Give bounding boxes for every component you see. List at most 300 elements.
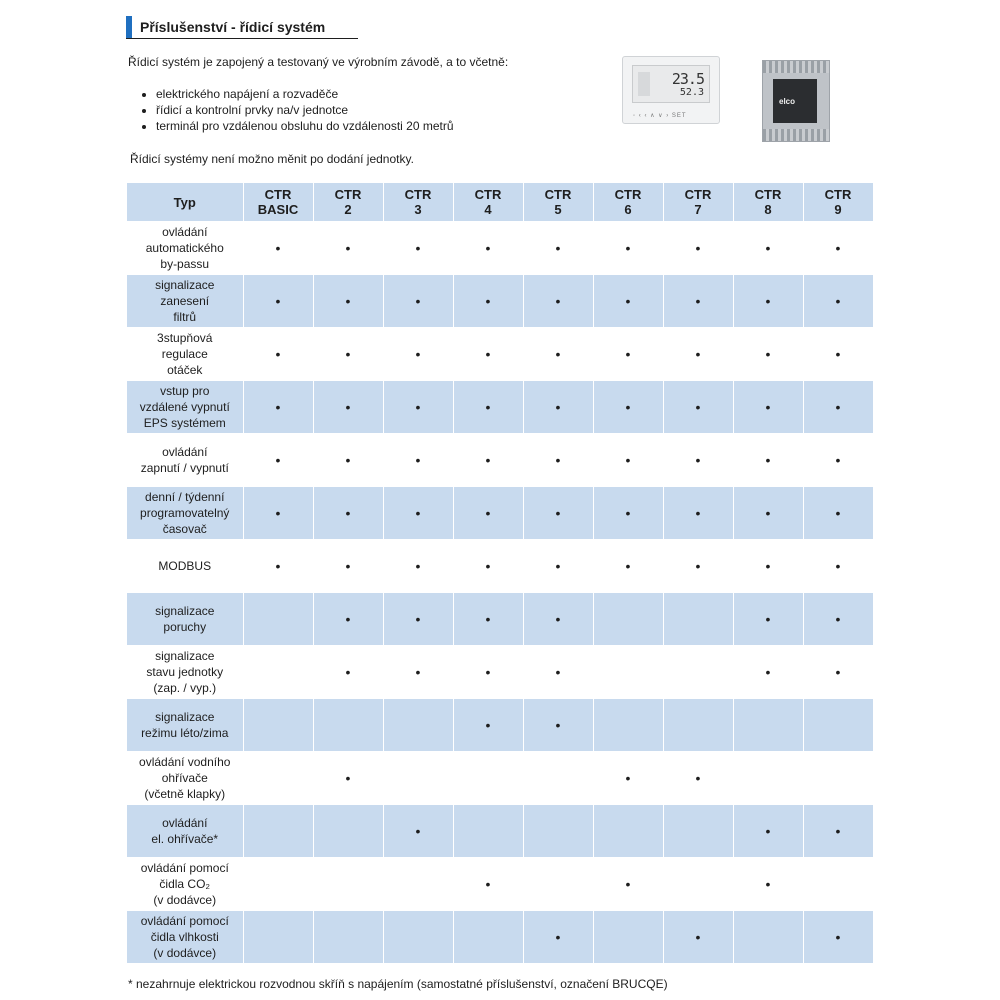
feature-cell: [733, 275, 803, 328]
feature-cell: [383, 646, 453, 699]
feature-label-line: denní / týdenní: [145, 490, 225, 504]
feature-cell: [593, 593, 663, 646]
feature-cell: [663, 593, 733, 646]
included-dot-icon: •: [275, 558, 281, 574]
feature-cell: [313, 699, 383, 752]
feature-cell: [523, 593, 593, 646]
included-dot-icon: •: [625, 876, 631, 892]
column-header-6: [593, 183, 663, 222]
feature-cell: [593, 540, 663, 593]
included-dot-icon: •: [275, 346, 281, 362]
column-header-line: 7: [694, 202, 702, 217]
included-dot-icon: •: [555, 293, 561, 309]
feature-label: [127, 646, 243, 699]
controller-terminals-top: [763, 61, 829, 73]
feature-cell: [313, 646, 383, 699]
included-dot-icon: •: [835, 505, 841, 521]
included-dot-icon: •: [415, 399, 421, 415]
feature-label-line: režimu léto/zima: [141, 726, 229, 740]
column-header-8: [733, 183, 803, 222]
included-dot-icon: •: [345, 399, 351, 415]
column-header-4: [453, 183, 523, 222]
included-dot-icon: •: [625, 770, 631, 786]
table-row: [127, 222, 873, 275]
controller-device-image: [762, 60, 830, 142]
type-column-header: Typ: [127, 183, 243, 222]
feature-cell: [383, 434, 453, 487]
feature-label-line: (včetně klapky): [144, 787, 226, 801]
included-dot-icon: •: [765, 505, 771, 521]
included-dot-icon: •: [415, 664, 421, 680]
feature-label: [127, 752, 243, 805]
feature-label-line: stavu jednotky: [146, 665, 224, 679]
included-dot-icon: •: [415, 293, 421, 309]
column-header-line: CTR: [614, 187, 642, 202]
feature-cell: [593, 328, 663, 381]
feature-cell: [523, 434, 593, 487]
feature-cell: [663, 381, 733, 434]
control-systems-table: [127, 183, 874, 964]
column-header-3: [383, 183, 453, 222]
included-dot-icon: •: [695, 399, 701, 415]
feature-cell: [243, 858, 313, 911]
feature-cell: [313, 275, 383, 328]
feature-cell: [313, 540, 383, 593]
included-dot-icon: •: [835, 452, 841, 468]
feature-label-line: by-passu: [160, 257, 210, 271]
included-dot-icon: •: [415, 558, 421, 574]
included-dot-icon: •: [835, 346, 841, 362]
included-dot-icon: •: [765, 399, 771, 415]
feature-cell: [383, 699, 453, 752]
feature-label: [127, 540, 243, 593]
included-dot-icon: •: [625, 346, 631, 362]
feature-label-line: ovládání vodního: [139, 755, 231, 769]
included-dot-icon: •: [485, 876, 491, 892]
feature-cell: [803, 593, 873, 646]
feature-cell: [523, 858, 593, 911]
feature-cell: [523, 752, 593, 805]
column-header-2: [313, 183, 383, 222]
feature-cell: [313, 858, 383, 911]
included-dot-icon: •: [765, 293, 771, 309]
feature-cell: [803, 434, 873, 487]
feature-label-line: el. ohřívače*: [151, 832, 219, 846]
included-dot-icon: •: [555, 346, 561, 362]
terminal-main-value: 23.5: [671, 70, 704, 88]
feature-cell: [803, 858, 873, 911]
feature-cell: [803, 275, 873, 328]
column-header-line: CTR: [474, 187, 502, 202]
included-dot-icon: •: [625, 558, 631, 574]
included-dot-icon: •: [835, 611, 841, 627]
feature-label-line: ohřívače: [161, 771, 208, 785]
feature-cell: [383, 752, 453, 805]
feature-cell: [593, 646, 663, 699]
feature-cell: [383, 275, 453, 328]
column-header-line: CTR: [334, 187, 362, 202]
table-row: [127, 487, 873, 540]
section-title: Příslušenství - řídicí systém: [140, 19, 326, 35]
table-row: [127, 328, 873, 381]
included-dot-icon: •: [345, 505, 351, 521]
feature-label: [127, 805, 243, 858]
feature-cell: [733, 699, 803, 752]
included-dot-icon: •: [485, 346, 491, 362]
included-dot-icon: •: [835, 664, 841, 680]
included-dot-icon: •: [485, 664, 491, 680]
included-dot-icon: •: [555, 240, 561, 256]
feature-cell: [383, 805, 453, 858]
feature-cell: [523, 222, 593, 275]
feature-cell: [733, 487, 803, 540]
included-dot-icon: •: [275, 293, 281, 309]
feature-cell: [313, 593, 383, 646]
column-header-line: 3: [414, 202, 422, 217]
included-dot-icon: •: [695, 558, 701, 574]
feature-cell: [663, 328, 733, 381]
feature-cell: [383, 487, 453, 540]
feature-label-line: čidla CO₂: [159, 877, 211, 891]
feature-label-line: ovládání: [162, 225, 208, 239]
included-dot-icon: •: [345, 558, 351, 574]
included-dot-icon: •: [415, 346, 421, 362]
feature-cell: [663, 222, 733, 275]
feature-cell: [663, 487, 733, 540]
column-header-line: 8: [764, 202, 772, 217]
feature-cell: [663, 434, 733, 487]
table-header-row: [127, 183, 873, 222]
feature-label-line: (v dodávce): [153, 946, 217, 960]
feature-cell: [663, 275, 733, 328]
feature-cell: [313, 434, 383, 487]
feature-cell: [663, 646, 733, 699]
feature-cell: [803, 911, 873, 964]
included-dot-icon: •: [765, 823, 771, 839]
column-header-5: [523, 183, 593, 222]
feature-cell: [733, 646, 803, 699]
feature-cell: [453, 328, 523, 381]
included-dot-icon: •: [345, 346, 351, 362]
feature-cell: [243, 381, 313, 434]
feature-label-line: filtrů: [173, 310, 197, 324]
feature-cell: [313, 805, 383, 858]
included-dot-icon: •: [555, 717, 561, 733]
feature-cell: [243, 593, 313, 646]
feature-cell: [663, 858, 733, 911]
feature-label-line: ovládání: [162, 816, 208, 830]
included-dot-icon: •: [485, 611, 491, 627]
included-dot-icon: •: [415, 240, 421, 256]
feature-cell: [453, 646, 523, 699]
feature-cell: [593, 858, 663, 911]
included-dot-icon: •: [835, 293, 841, 309]
feature-cell: [243, 805, 313, 858]
feature-cell: [243, 328, 313, 381]
feature-label-line: signalizace: [155, 710, 215, 724]
included-dot-icon: •: [765, 240, 771, 256]
feature-label-line: signalizace: [155, 604, 215, 618]
feature-label-line: vstup pro: [160, 384, 210, 398]
feature-cell: [733, 540, 803, 593]
feature-cell: [803, 752, 873, 805]
included-dot-icon: •: [765, 876, 771, 892]
included-dot-icon: •: [695, 929, 701, 945]
feature-cell: [313, 752, 383, 805]
feature-cell: [733, 805, 803, 858]
column-header-line: CTR: [264, 187, 292, 202]
column-header-9: [803, 183, 873, 222]
feature-label-line: čidla vlhkosti: [150, 930, 219, 944]
included-dot-icon: •: [625, 240, 631, 256]
included-dot-icon: •: [485, 452, 491, 468]
feature-cell: [243, 540, 313, 593]
feature-label-line: ovládání: [162, 445, 208, 459]
feature-cell: [523, 487, 593, 540]
feature-cell: [383, 858, 453, 911]
feature-cell: [453, 222, 523, 275]
feature-cell: [523, 275, 593, 328]
feature-cell: [453, 752, 523, 805]
included-dot-icon: •: [835, 399, 841, 415]
column-header-7: [663, 183, 733, 222]
feature-label-line: 3stupňová: [157, 331, 213, 345]
included-dot-icon: •: [835, 558, 841, 574]
feature-cell: [593, 487, 663, 540]
feature-label: [127, 593, 243, 646]
included-dot-icon: •: [835, 823, 841, 839]
feature-cell: [453, 540, 523, 593]
feature-cell: [383, 222, 453, 275]
feature-cell: [243, 699, 313, 752]
included-dot-icon: •: [555, 505, 561, 521]
feature-cell: [593, 752, 663, 805]
feature-cell: [733, 858, 803, 911]
included-dot-icon: •: [555, 929, 561, 945]
feature-label-line: poruchy: [163, 620, 207, 634]
feature-label-line: signalizace: [155, 649, 215, 663]
column-header-line: 2: [344, 202, 352, 217]
included-dot-icon: •: [485, 399, 491, 415]
feature-cell: [663, 805, 733, 858]
feature-cell: [733, 222, 803, 275]
feature-cell: [803, 540, 873, 593]
included-dot-icon: •: [765, 346, 771, 362]
feature-cell: [593, 222, 663, 275]
feature-cell: [803, 699, 873, 752]
feature-label-line: otáček: [167, 363, 203, 377]
included-dot-icon: •: [415, 823, 421, 839]
feature-cell: [733, 328, 803, 381]
column-header-line: CTR: [754, 187, 782, 202]
table-row: [127, 275, 873, 328]
note-text: Řídicí systémy není možno měnit po dodání jednotky.: [130, 152, 414, 166]
column-header-line: CTR: [684, 187, 712, 202]
feature-cell: [523, 805, 593, 858]
column-header-line: BASIC: [257, 202, 299, 217]
included-dot-icon: •: [765, 664, 771, 680]
included-dot-icon: •: [485, 293, 491, 309]
included-dot-icon: •: [415, 452, 421, 468]
column-header-line: CTR: [824, 187, 852, 202]
feature-cell: [523, 646, 593, 699]
feature-label: [127, 275, 243, 328]
terminal-keypad-icon: ◦ ‹ ‹ ∧ ∨ › SET: [633, 113, 687, 119]
feature-cell: [663, 911, 733, 964]
included-dot-icon: •: [485, 505, 491, 521]
included-dot-icon: •: [625, 293, 631, 309]
feature-label-line: vzdálené vypnutí: [139, 400, 230, 414]
included-dot-icon: •: [275, 399, 281, 415]
feature-label-line: ovládání pomocí: [140, 914, 229, 928]
feature-cell: [523, 381, 593, 434]
included-dot-icon: •: [345, 664, 351, 680]
feature-label: [127, 487, 243, 540]
feature-cell: [453, 381, 523, 434]
table-row: [127, 858, 873, 911]
included-items-list: [140, 86, 454, 134]
footnote: * nezahrnuje elektrickou rozvodnou skříň s napájením (samostatné příslušenství, označení BRUCQE): [128, 977, 668, 991]
feature-label-line: automatického: [145, 241, 224, 255]
included-dot-icon: •: [275, 505, 281, 521]
feature-cell: [663, 752, 733, 805]
included-dot-icon: •: [485, 558, 491, 574]
feature-cell: [593, 911, 663, 964]
table-row: [127, 752, 873, 805]
feature-cell: [453, 699, 523, 752]
column-header-line: 4: [484, 202, 492, 217]
column-header-line: CTR: [404, 187, 432, 202]
feature-cell: [453, 911, 523, 964]
feature-cell: [383, 911, 453, 964]
feature-cell: [523, 699, 593, 752]
terminal-device-image: [622, 56, 720, 124]
feature-cell: [243, 434, 313, 487]
controller-logo: elco: [779, 97, 796, 106]
included-dot-icon: •: [695, 293, 701, 309]
feature-cell: [593, 381, 663, 434]
included-dot-icon: •: [765, 558, 771, 574]
table-row: [127, 805, 873, 858]
included-dot-icon: •: [695, 240, 701, 256]
column-header-line: 5: [554, 202, 562, 217]
feature-cell: [313, 381, 383, 434]
included-dot-icon: •: [555, 611, 561, 627]
feature-cell: [733, 434, 803, 487]
list-item: • terminál pro vzdálenou obsluhu do vzdálenosti 20 metrů: [156, 118, 454, 134]
section-heading: [126, 16, 325, 38]
feature-label: [127, 381, 243, 434]
feature-cell: [803, 222, 873, 275]
terminal-display: [632, 65, 710, 103]
feature-label-line: EPS systémem: [143, 416, 226, 430]
feature-label-line: (zap. / vyp.): [153, 681, 217, 695]
feature-cell: [733, 381, 803, 434]
feature-cell: [803, 328, 873, 381]
included-dot-icon: •: [345, 293, 351, 309]
included-dot-icon: •: [625, 505, 631, 521]
included-dot-icon: •: [345, 770, 351, 786]
included-dot-icon: •: [695, 346, 701, 362]
included-dot-icon: •: [275, 452, 281, 468]
column-header-line: 9: [834, 202, 842, 217]
included-dot-icon: •: [695, 505, 701, 521]
feature-label: [127, 858, 243, 911]
feature-cell: [803, 646, 873, 699]
feature-label-line: (v dodávce): [153, 893, 217, 907]
column-header-line: 6: [624, 202, 632, 217]
included-dot-icon: •: [555, 558, 561, 574]
feature-cell: [663, 699, 733, 752]
list-item: • elektrického napájení a rozvaděče: [156, 86, 454, 102]
included-dot-icon: •: [625, 452, 631, 468]
feature-cell: [243, 911, 313, 964]
feature-cell: [383, 381, 453, 434]
included-dot-icon: •: [485, 717, 491, 733]
included-dot-icon: •: [835, 929, 841, 945]
terminal-display-segment: [638, 72, 650, 96]
controller-terminals-bottom: [763, 129, 829, 141]
included-dot-icon: •: [765, 452, 771, 468]
included-dot-icon: •: [695, 452, 701, 468]
feature-cell: [593, 275, 663, 328]
feature-cell: [313, 911, 383, 964]
feature-cell: [803, 381, 873, 434]
feature-cell: [803, 805, 873, 858]
table-row: [127, 911, 873, 964]
included-dot-icon: •: [485, 240, 491, 256]
feature-cell: [803, 487, 873, 540]
feature-cell: [593, 699, 663, 752]
included-dot-icon: •: [555, 664, 561, 680]
list-item: • řídicí a kontrolní prvky na/v jednotce: [156, 102, 454, 118]
feature-cell: [733, 911, 803, 964]
included-dot-icon: •: [415, 505, 421, 521]
feature-cell: [313, 328, 383, 381]
feature-cell: [313, 487, 383, 540]
feature-cell: [243, 487, 313, 540]
feature-label: [127, 328, 243, 381]
feature-label-line: zanesení: [160, 294, 210, 308]
feature-cell: [243, 275, 313, 328]
included-dot-icon: •: [345, 611, 351, 627]
feature-cell: [593, 434, 663, 487]
included-dot-icon: •: [345, 240, 351, 256]
included-dot-icon: •: [275, 240, 281, 256]
feature-cell: [453, 593, 523, 646]
table-row: [127, 593, 873, 646]
feature-label-line: signalizace: [155, 278, 215, 292]
table-row: [127, 540, 873, 593]
feature-cell: [243, 752, 313, 805]
feature-cell: [733, 593, 803, 646]
terminal-sub-value: 52.3: [679, 87, 704, 98]
feature-cell: [313, 222, 383, 275]
table-body: [127, 222, 873, 964]
included-dot-icon: •: [625, 399, 631, 415]
column-header-line: CTR: [544, 187, 572, 202]
feature-cell: [243, 222, 313, 275]
feature-label-line: regulace: [161, 347, 208, 361]
included-dot-icon: •: [415, 611, 421, 627]
feature-label-line: časovač: [162, 522, 207, 536]
table-row: [127, 646, 873, 699]
feature-cell: [523, 911, 593, 964]
included-dot-icon: •: [345, 452, 351, 468]
included-dot-icon: •: [695, 770, 701, 786]
feature-cell: [453, 275, 523, 328]
feature-cell: [453, 434, 523, 487]
